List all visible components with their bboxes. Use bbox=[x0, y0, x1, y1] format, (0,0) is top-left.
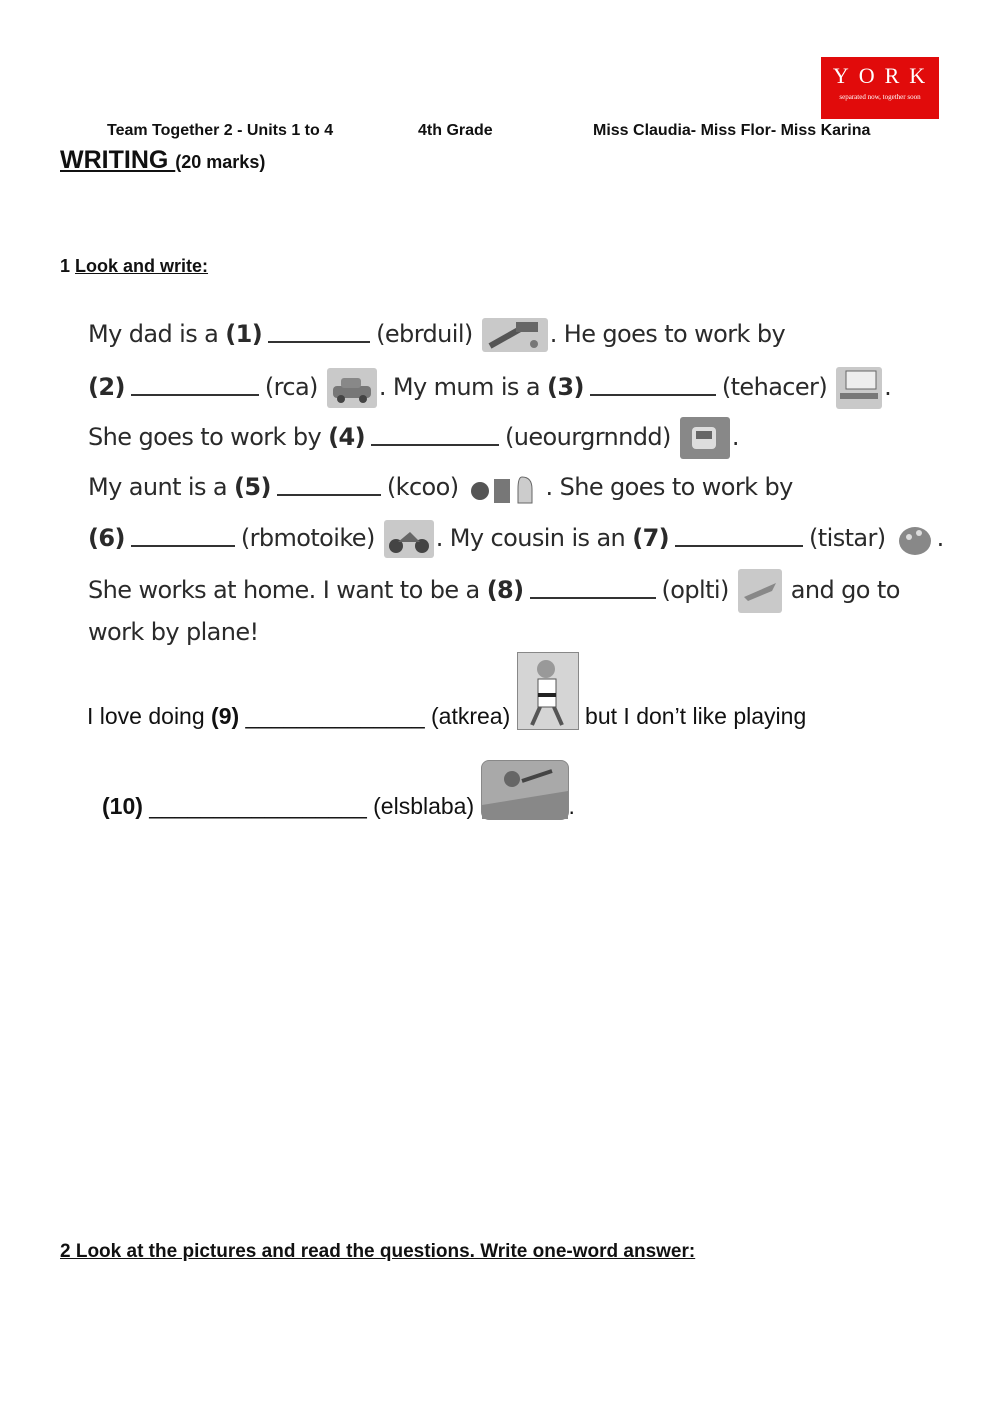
line-text: . He goes to work by bbox=[549, 320, 786, 348]
cook-utensils-icon bbox=[468, 469, 544, 507]
line-text: but I don’t like playing bbox=[578, 703, 807, 729]
answer-blank-5[interactable] bbox=[277, 480, 381, 496]
item-number: (10) bbox=[102, 793, 143, 819]
scrambled-word: (tehacer) bbox=[721, 373, 828, 401]
scrambled-word: (rca) bbox=[264, 373, 318, 401]
item-number: (8) bbox=[486, 576, 524, 604]
scrambled-word: (rbmotoike) bbox=[240, 524, 375, 552]
exercise-line-5 bbox=[88, 519, 944, 555]
question-1-number: 1 bbox=[60, 256, 76, 276]
line-text: . bbox=[936, 524, 944, 552]
item-number: (3) bbox=[547, 373, 584, 401]
question-1-title: Look and write: bbox=[75, 256, 209, 276]
car-icon bbox=[327, 368, 377, 408]
item-number: (2) bbox=[88, 373, 125, 401]
line-text: . She goes to work by bbox=[545, 473, 793, 501]
line-text: . bbox=[731, 423, 739, 451]
line-text: My aunt is a bbox=[88, 473, 235, 501]
answer-blank-6[interactable] bbox=[131, 531, 235, 547]
teachers-label: Miss Claudia- Miss Flor- Miss Karina bbox=[593, 122, 871, 139]
exercise-line-10 bbox=[102, 760, 575, 820]
exercise-line-7 bbox=[88, 614, 259, 650]
line-text: and go to bbox=[783, 576, 900, 604]
underground-train-icon bbox=[680, 417, 730, 459]
exercise-line-1 bbox=[88, 316, 785, 352]
answer-blank-4[interactable] bbox=[371, 430, 499, 446]
line-text: I love doing bbox=[87, 703, 212, 729]
course-name: Team Together 2 - Units 1 to 4 bbox=[107, 122, 334, 139]
baseball-picture bbox=[481, 760, 569, 820]
section-title bbox=[60, 146, 265, 175]
motorbike-icon bbox=[384, 520, 434, 558]
line-text: work by plane! bbox=[88, 618, 259, 646]
paint-palette-icon bbox=[895, 519, 935, 559]
section-marks: (20 marks) bbox=[175, 152, 266, 172]
logo-text: YORK bbox=[832, 63, 936, 88]
grade-label: 4th Grade bbox=[418, 122, 493, 139]
answer-blank-7[interactable] bbox=[675, 531, 803, 547]
answer-blank-2[interactable] bbox=[131, 380, 259, 396]
school-logo bbox=[821, 57, 939, 119]
exercise-line-2 bbox=[88, 367, 891, 403]
item-number: (5) bbox=[234, 473, 271, 501]
line-text: . bbox=[568, 793, 575, 819]
answer-blank-1[interactable] bbox=[268, 327, 370, 343]
builder-tools-icon bbox=[482, 318, 548, 352]
teacher-desk-icon bbox=[836, 367, 882, 409]
scrambled-word: (kcoo) bbox=[386, 473, 459, 501]
line-text: My dad is a bbox=[88, 320, 226, 348]
scrambled-word: (ebrduil) bbox=[376, 320, 473, 348]
answer-blank-9[interactable]: ______________ (atkrea) bbox=[239, 703, 511, 729]
question-1-heading bbox=[60, 256, 208, 277]
line-text: . My cousin is an bbox=[435, 524, 633, 552]
answer-blank-3[interactable] bbox=[590, 380, 716, 396]
exercise-line-3 bbox=[88, 417, 739, 453]
scrambled-word: (ueourgrnndd) bbox=[505, 423, 671, 451]
scrambled-word: (oplti) bbox=[661, 576, 729, 604]
line-text: She goes to work by bbox=[88, 423, 329, 451]
item-number: (7) bbox=[632, 524, 670, 552]
line-text: . My mum is a bbox=[378, 373, 547, 401]
pilot-icon bbox=[738, 569, 782, 613]
exercise-line-4 bbox=[88, 469, 793, 505]
answer-blank-10[interactable]: _________________ (elsblaba) bbox=[142, 793, 475, 819]
exercise-line-9 bbox=[87, 652, 806, 730]
item-number: (1) bbox=[225, 320, 263, 348]
line-text: She works at home. I want to be a bbox=[88, 576, 487, 604]
section-title-text: WRITING bbox=[60, 146, 176, 174]
item-number: (4) bbox=[328, 423, 365, 451]
item-number: (9) bbox=[211, 703, 240, 729]
answer-blank-8[interactable] bbox=[530, 583, 656, 599]
scrambled-word: (tistar) bbox=[809, 524, 886, 552]
karate-picture bbox=[517, 652, 579, 730]
item-number: (6) bbox=[88, 524, 125, 552]
exercise-line-6 bbox=[88, 569, 900, 605]
line-text: . bbox=[884, 373, 892, 401]
question-2-heading: 2 Look at the pictures and read the questions. Write one-word answer: bbox=[60, 1241, 696, 1262]
logo-tagline: separated now, together soon bbox=[839, 93, 921, 101]
